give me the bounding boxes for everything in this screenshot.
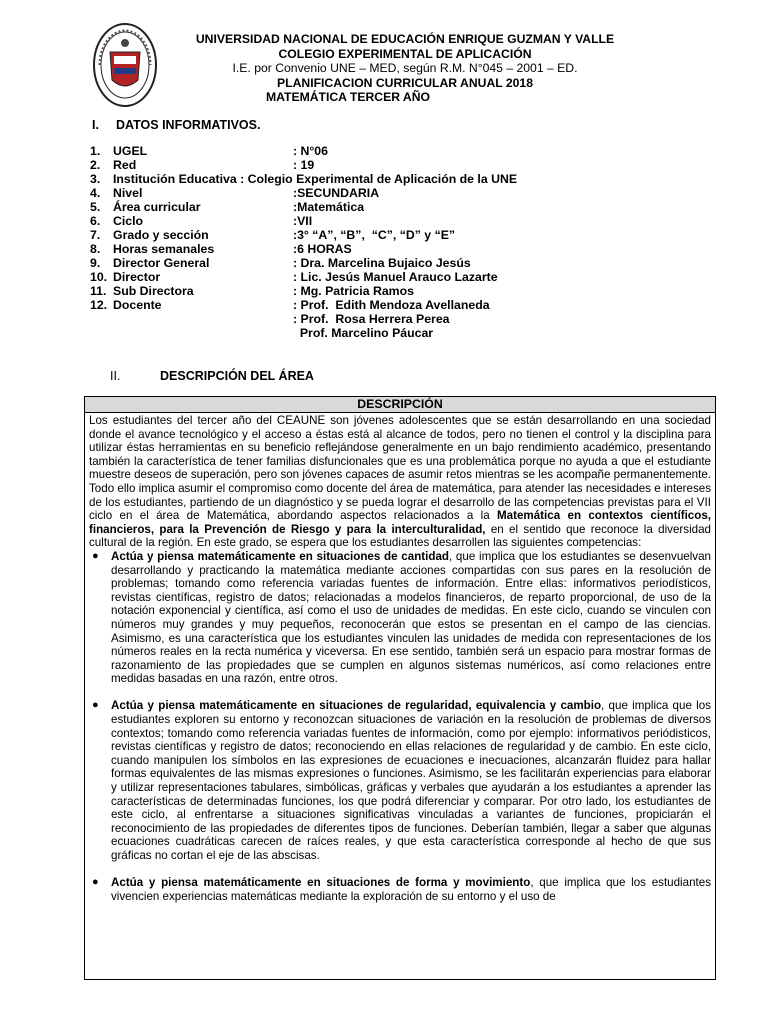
data-row	[90, 298, 650, 312]
data-row-number: 7.	[90, 228, 101, 242]
data-row-value: :Matemática	[293, 200, 365, 214]
competency-title: Actúa y piensa matemáticamente en situaciones de forma y movimiento	[111, 876, 531, 890]
data-row-label: Nivel	[113, 186, 143, 200]
section-1-title: DATOS INFORMATIVOS.	[116, 118, 261, 132]
data-row	[90, 242, 650, 256]
data-row-number: 4.	[90, 186, 101, 200]
data-row-value: :3° “A”, “B”, “C”, “D” y “E”	[293, 228, 456, 242]
data-row	[90, 172, 650, 186]
data-row-label: Sub Directora	[113, 284, 194, 298]
data-row	[90, 326, 650, 340]
data-row-value: : Prof. Edith Mendoza Avellaneda	[293, 298, 490, 312]
header-university: UNIVERSIDAD NACIONAL DE EDUCACIÓN ENRIQUE GUZMAN Y VALLE	[195, 32, 615, 46]
data-row-number: 9.	[90, 256, 101, 270]
data-row-label: Grado y sección	[113, 228, 209, 242]
competency-text: , que implica que los estudiantes vivencien experiencias matemáticas mediante la exploración de su entorno y el uso de	[111, 876, 711, 903]
data-row-value: : 19	[293, 158, 315, 172]
intro-text-a: Los estudiantes del tercer año del CEAUNE son jóvenes adolescentes que se están desarrollando en una sociedad donde el avance tecnológico y el acceso a éstas está al alcance de todos, pero no tienen el control y la disciplina para utilizar éstas herramientas en su beneficio reflejándose generalmente en un bajo rendimiento académico, presentando también la característica de tener familias disfuncionales que es una problemática porque no ayuda a que el estudiante muestre deseos de superación, pero son jóvenes capaces de asumir retos mientras se les acompañe permanentemente. Todo ello implica asumir el compromiso como docente del área de matemática, para atender las necesidades e intereses de los estudiantes, partiendo de un diagnóstico y se pueda lograr el desarrollo de las competencias previstas para el VII ciclo en el área de Matemática, abordando aspectos relacionados a la	[89, 414, 711, 523]
data-row-label: Institución Educativa : Colegio Experimental de Aplicación de la UNE	[113, 172, 518, 186]
data-row-value: : Dra. Marcelina Bujaico Jesús	[293, 256, 471, 270]
data-row-label: Docente	[113, 298, 162, 312]
data-row-value: :6 HORAS	[293, 242, 352, 256]
section-1-number: I.	[92, 118, 99, 132]
section-2-heading	[110, 369, 314, 383]
data-row-number: 11.	[90, 284, 107, 298]
data-row-label: Director General	[113, 256, 210, 270]
data-row-label: UGEL	[113, 144, 148, 158]
section-1-heading	[92, 118, 260, 132]
data-row	[90, 270, 650, 284]
data-row-number: 2.	[90, 158, 101, 172]
data-row-value: :VII	[293, 214, 313, 228]
data-row-value: : Prof. Rosa Herrera Perea	[293, 312, 450, 326]
header-convenio: I.E. por Convenio UNE – MED, según R.M. N°045 – 2001 – ED.	[232, 61, 578, 75]
data-row-number: 3.	[90, 172, 101, 186]
competency-item	[89, 550, 711, 686]
data-row-number: 10.	[90, 270, 108, 284]
data-row	[90, 256, 650, 270]
data-row-label: Horas semanales	[113, 242, 215, 256]
section-2-number: II.	[110, 369, 121, 383]
intro-text-b: en el sentido que reconoce la diversidad cultural de la región. En este grado, se espera que los estudiantes desarrollen las siguientes competencias:	[89, 522, 711, 550]
data-row-value: : Lic. Jesús Manuel Arauco Lazarte	[293, 270, 498, 284]
header-plan-title: PLANIFICACION CURRICULAR ANUAL 2018	[277, 75, 533, 90]
data-row-number: 5.	[90, 200, 101, 214]
description-body	[85, 413, 715, 903]
header-course: MATEMÁTICA TERCER AÑO	[265, 90, 431, 104]
intro-paragraph	[89, 414, 711, 550]
data-row	[90, 200, 650, 214]
competency-item	[89, 699, 711, 862]
data-row-value: :SECUNDARIA	[293, 186, 380, 200]
data-row-label: Área curricular	[113, 200, 201, 214]
bullet-icon: ●	[92, 549, 99, 562]
section-2-title: DESCRIPCIÓN DEL ÁREA	[160, 369, 314, 383]
data-row	[90, 228, 650, 242]
bullet-icon: ●	[92, 699, 99, 712]
data-row-label: Director	[113, 270, 161, 284]
data-row	[90, 158, 650, 172]
data-row	[90, 312, 650, 326]
header-college: COLEGIO EXPERIMENTAL DE APLICACIÓN	[278, 46, 532, 61]
data-row-label: Red	[113, 158, 137, 172]
data-row-number: 1.	[90, 144, 101, 158]
bullet-icon: ●	[92, 876, 99, 889]
data-row-value: Prof. Marcelino Páucar	[293, 326, 434, 340]
data-row	[90, 214, 650, 228]
data-row-value: : N°06	[293, 144, 328, 158]
intro-text-bold: Matemática en contextos científicos, financieros, para la Prevención de Riesgo y para la interculturalidad,	[89, 509, 711, 536]
competency-title: Actúa y piensa matemáticamente en situaciones de regularidad, equivalencia y cambio	[111, 699, 602, 713]
data-row	[90, 186, 650, 200]
competency-item	[89, 876, 711, 903]
data-row	[90, 284, 650, 298]
data-row-value: : Mg. Patricia Ramos	[293, 284, 414, 298]
data-list	[90, 144, 650, 340]
data-row-label: Ciclo	[113, 214, 144, 228]
document-header	[160, 32, 650, 105]
competency-text: , que implica que los estudiantes exploren su entorno y reconozcan situaciones de variación en la resolución de problemas de diversos contextos; tomando como referencia variadas fuentes de información, como por ejemplo: informativos periódisticos, revistas científicas y registro de datos; reconociendo en ellas relaciones de regularidad y de cambio. En este ciclo, cuando manipulen los símbolos en las expresiones de ecuaciones e inecuaciones, alcanzarán fluidez para hallar formas equivalentes de las mismas expresiones o funciones. Asimismo, se les facilitarán experiencias para elaborar y utilizar representaciones tabulares, simbólicas, gráficas y verbales que ayudarán a los estudiantes a aprender las características de determinadas funciones, los que podrá diferenciar y comparar. Por otro lado, los estudiantes de este ciclo, al enfrentarse a situaciones significativas vinculadas a variantes de funciones, propiciarán el reconocimiento de las propiedades de diferentes tipos de funciones. Deberían también, llegar a saber que algunas ecuaciones cuadráticas carecen de raíces reales, y que esta característica corresponde al hecho de que sus gráficas no cortan el eje de las abscisas.	[111, 699, 711, 862]
data-row-number: 12.	[90, 298, 108, 312]
description-box	[84, 396, 716, 980]
data-row-number: 8.	[90, 242, 101, 256]
data-row-number: 6.	[90, 214, 101, 228]
data-row	[90, 144, 650, 158]
description-header: DESCRIPCIÓN	[85, 397, 715, 413]
competency-title: Actúa y piensa matemáticamente en situaciones de cantidad	[111, 549, 449, 563]
competency-text: , que implica que los estudiantes se desenvuelvan desarrollando y practicando la matemática mediante acciones compartidas con sus pares en la resolución de problemas; tomando como referencia variadas fuentes de información. Entre ellas: informativos periodísticos, revistas científicas, registro de datos; relacionadas a modelos financieros, de reparto proporcional, de uso de la notación exponencial y científica, así como el uso de unidades de medidas. En este ciclo, cuando se vinculen con números muy grandes y muy pequeños, reconocerán que estos se presentan en el campo de las ciencias. Asimismo, es una característica que los estudiantes vinculen las unidades de medida con representaciones de los números reales en la recta numérica y viceversa. En ese sentido, también será un espacio para mostrar formas de razonamiento de las propiedades que se cumplen en algunos sistemas numéricos, así como relaciones entre medidas basadas en una razón, entre otros.	[111, 549, 712, 686]
